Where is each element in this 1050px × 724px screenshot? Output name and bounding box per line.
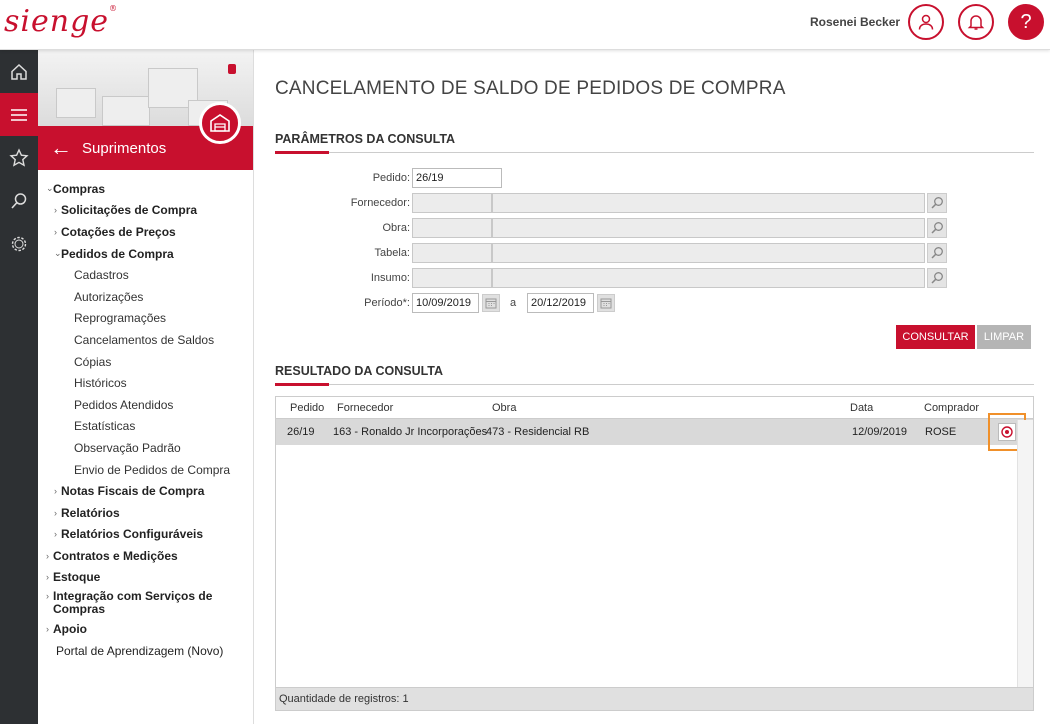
fornecedor-lookup-button[interactable] xyxy=(927,193,947,213)
icon-rail xyxy=(0,50,38,724)
fornecedor-name-input[interactable] xyxy=(492,193,925,213)
insumo-lookup-button[interactable] xyxy=(927,268,947,288)
chevron-right-icon: › xyxy=(46,550,49,561)
pedido-input[interactable]: 26/19 xyxy=(412,168,502,188)
bell-icon xyxy=(967,13,985,31)
sidebar-item-pedidos-atendidos[interactable]: Pedidos Atendidos xyxy=(74,397,174,412)
col-comprador[interactable]: Comprador xyxy=(924,401,980,414)
insumo-label: Insumo: xyxy=(370,272,410,284)
cell-data: 12/09/2019 xyxy=(852,426,908,438)
sidebar-item-compras[interactable]: ⌄ Compras xyxy=(46,181,106,196)
sienge-logo[interactable]: sienge® xyxy=(4,4,119,39)
periodo-start-input[interactable]: 10/09/2019 xyxy=(412,293,479,313)
obra-lookup-button[interactable] xyxy=(927,218,947,238)
sidebar-item-cotacoes[interactable]: › Cotações de Preços xyxy=(54,224,176,239)
sidebar-item-cancelamentos[interactable]: Cancelamentos de Saldos xyxy=(74,332,215,347)
periodo-start-calendar-button[interactable] xyxy=(482,294,500,312)
cell-comprador: ROSE xyxy=(925,426,957,438)
tabela-code-input[interactable] xyxy=(412,243,492,263)
insumo-name-input[interactable] xyxy=(492,268,925,288)
table-row[interactable] xyxy=(276,419,1033,445)
obra-name-input[interactable] xyxy=(492,218,925,238)
sidebar-item-estoque[interactable]: › Estoque xyxy=(46,570,101,585)
home-icon xyxy=(9,62,29,82)
settings-new-button[interactable] xyxy=(0,222,38,265)
col-data[interactable]: Data xyxy=(850,401,874,414)
user-icon xyxy=(917,13,935,31)
arrow-left-icon: ← xyxy=(50,135,72,160)
chevron-right-icon: › xyxy=(54,226,57,237)
user-name[interactable]: Rosenei Becker xyxy=(810,15,901,29)
sidebar xyxy=(38,50,254,724)
sidebar-item-portal[interactable]: Portal de Aprendizagem (Novo) xyxy=(56,643,224,658)
star-icon xyxy=(9,148,29,168)
top-header xyxy=(0,0,1050,50)
cancel-icon xyxy=(1001,426,1013,438)
sidebar-item-solicitacoes[interactable]: › Solicitações de Compra xyxy=(54,203,198,218)
search-icon xyxy=(930,196,944,210)
results-section-header: RESULTADO DA CONSULTA xyxy=(275,364,1034,385)
tabela-lookup-button[interactable] xyxy=(927,243,947,263)
chevron-right-icon: › xyxy=(46,624,49,635)
sidebar-item-envio-pedidos[interactable]: Envio de Pedidos de Compra xyxy=(74,462,231,477)
module-title: Suprimentos xyxy=(82,139,167,157)
gear-icon xyxy=(9,234,29,254)
notifications-button[interactable] xyxy=(958,4,994,40)
sidebar-item-relatorios[interactable]: › Relatórios xyxy=(54,505,120,520)
menu-icon xyxy=(9,105,29,125)
consultar-button[interactable]: CONSULTAR xyxy=(896,325,975,349)
sidebar-item-notas-fiscais[interactable]: › Notas Fiscais de Compra xyxy=(54,484,205,499)
sidebar-item-relatorios-configuraveis[interactable]: › Relatórios Configuráveis xyxy=(54,527,204,542)
chevron-right-icon: › xyxy=(46,572,49,583)
vertical-scrollbar[interactable] xyxy=(1017,420,1033,710)
tabela-label: Tabela: xyxy=(374,247,410,259)
obra-code-input[interactable] xyxy=(412,218,492,238)
search-button[interactable] xyxy=(0,179,38,222)
fornecedor-code-input[interactable] xyxy=(412,193,492,213)
chevron-down-icon: ⌄ xyxy=(54,248,62,259)
tabela-name-input[interactable] xyxy=(492,243,925,263)
cell-fornecedor: 163 - Ronaldo Jr Incorporações xyxy=(333,426,488,438)
results-table xyxy=(275,396,1034,711)
fornecedor-label: Fornecedor: xyxy=(350,197,410,209)
sidebar-item-copias[interactable]: Cópias xyxy=(74,354,112,369)
sidebar-item-observacao[interactable]: Observação Padrão xyxy=(74,440,181,455)
sidebar-item-cadastros[interactable]: Cadastros xyxy=(74,268,129,283)
home-button[interactable] xyxy=(0,50,38,93)
help-button[interactable] xyxy=(1008,4,1044,40)
chevron-right-icon: › xyxy=(54,205,57,216)
search-icon xyxy=(930,271,944,285)
search-icon xyxy=(930,246,944,260)
chevron-right-icon: › xyxy=(54,486,57,497)
favorites-button[interactable] xyxy=(0,136,38,179)
user-profile-button[interactable] xyxy=(908,4,944,40)
sidebar-item-reprogramacoes[interactable]: Reprogramações xyxy=(74,311,167,326)
cell-obra: 473 - Residencial RB xyxy=(486,426,590,438)
chevron-right-icon: › xyxy=(54,529,57,540)
pedido-label: Pedido: xyxy=(372,172,410,184)
periodo-label: Período*: xyxy=(364,297,410,309)
cell-pedido: 26/19 xyxy=(287,426,315,438)
menu-button[interactable] xyxy=(0,93,38,136)
warehouse-icon xyxy=(199,102,241,144)
col-obra[interactable]: Obra xyxy=(492,401,517,414)
params-section-header: PARÂMETROS DA CONSULTA xyxy=(275,132,1034,153)
help-icon: ? xyxy=(1020,10,1032,33)
calendar-icon xyxy=(600,297,612,309)
chevron-right-icon: › xyxy=(46,591,49,602)
sidebar-item-contratos[interactable]: › Contratos e Medições xyxy=(46,548,178,563)
sidebar-item-historicos[interactable]: Históricos xyxy=(74,376,127,391)
search-icon xyxy=(9,191,29,211)
page-title: CANCELAMENTO DE SALDO DE PEDIDOS DE COMPRA xyxy=(275,78,786,99)
table-header xyxy=(276,397,1033,419)
periodo-end-input[interactable]: 20/12/2019 xyxy=(527,293,594,313)
sidebar-item-pedidos[interactable]: ⌄ Pedidos de Compra xyxy=(54,246,174,261)
chevron-right-icon: › xyxy=(54,507,57,518)
limpar-button[interactable]: LIMPAR xyxy=(977,325,1031,349)
module-back-bar[interactable] xyxy=(38,126,253,170)
periodo-separator: a xyxy=(510,297,517,309)
chevron-down-icon: ⌄ xyxy=(46,183,54,194)
main-content xyxy=(255,50,1050,724)
obra-label: Obra: xyxy=(382,222,410,234)
sidebar-item-integracao[interactable]: › Integração com Serviços de Compras xyxy=(46,589,213,617)
sidebar-item-estatisticas[interactable]: Estatísticas xyxy=(74,419,136,434)
col-pedido[interactable]: Pedido xyxy=(290,401,325,414)
sidebar-item-apoio[interactable]: › Apoio xyxy=(46,622,87,637)
calendar-icon xyxy=(485,297,497,309)
insumo-code-input[interactable] xyxy=(412,268,492,288)
sidebar-menu xyxy=(38,170,253,661)
records-count: Quantidade de registros: 1 xyxy=(275,687,1034,711)
sidebar-item-autorizacoes[interactable]: Autorizações xyxy=(74,289,144,304)
col-fornecedor[interactable]: Fornecedor xyxy=(337,401,394,414)
search-icon xyxy=(930,221,944,235)
periodo-end-calendar-button[interactable] xyxy=(597,294,615,312)
